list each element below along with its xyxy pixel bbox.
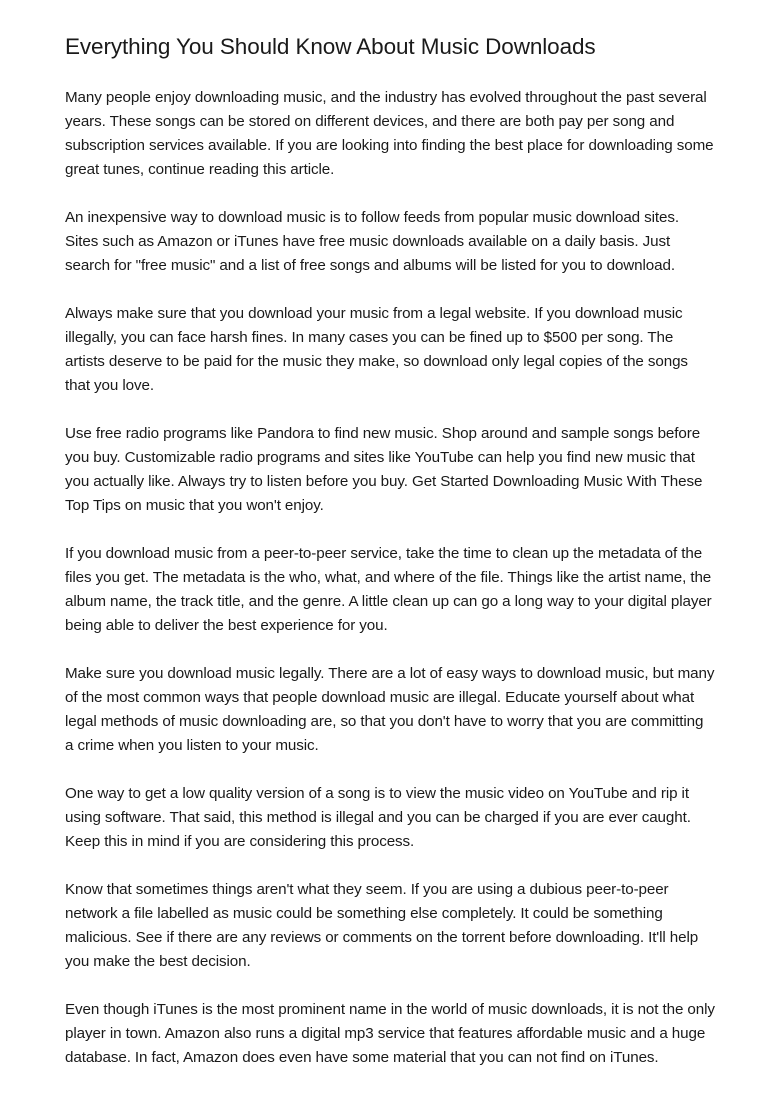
paragraph-youtube: One way to get a low quality version of a song is to view the music video on YouTube and rip it using software. That said, this method is illegal and you can be charged if you are ever caught. Keep this in mind if you are considering this process. bbox=[65, 785, 691, 850]
document-page bbox=[65, 30, 715, 1094]
paragraph-radio-programs: Use free radio programs like Pandora to find new music. Shop around and sample songs before you buy. Customizable radio programs and sites like YouTube can help you find new music that you actually like. Always try to listen before you buy. Get Started Downloading Music With These Top Tips on music that you won't enjoy. bbox=[65, 425, 703, 514]
paragraph-legal-website: Always make sure that you download your music from a legal website. If you download music illegally, you can face harsh fines. In many cases you can be fined up to $500 per song. The artists deserve to be paid for the music they make, so download only legal copies of the songs that you love. bbox=[65, 305, 688, 394]
paragraph-feeds: An inexpensive way to download music is to follow feeds from popular music download sites. Sites such as Amazon or iTunes have free music downloads available on a daily basis. Just search for "free music" and a list of free songs and albums will be listed for you to download. bbox=[65, 209, 679, 274]
paragraph-download-legally: Make sure you download music legally. There are a lot of easy ways to download music, but many of the most common ways that people download music are illegal. Educate yourself about what legal methods of music downloading are, so that you don't have to worry that you are committing a crime when you listen to your music. bbox=[65, 665, 715, 754]
paragraph-itunes-amazon: Even though iTunes is the most prominent name in the world of music downloads, it is not the only player in town. Amazon also runs a digital mp3 service that features affordable music and a huge database. In fact, Amazon does even have some material that you can not find on iTunes. bbox=[65, 1001, 715, 1066]
paragraph-metadata: If you download music from a peer-to-peer service, take the time to clean up the metadata of the files you get. The metadata is the who, what, and where of the file. Things like the artist name, the album name, the track title, and the genre. A little clean up can go a long way to your digital player being able to deliver the best experience for you. bbox=[65, 545, 712, 634]
paragraph-dubious-files: Know that sometimes things aren't what they seem. If you are using a dubious peer-to-peer network a file labelled as music could be something else completely. It could be something malicious. See if there are any reviews or comments on the torrent before downloading. It'll help you make the best decision. bbox=[65, 881, 699, 970]
document-title: Everything You Should Know About Music Downloads bbox=[65, 34, 596, 59]
paragraph-intro: Many people enjoy downloading music, and the industry has evolved throughout the past several years. These songs can be stored on different devices, and there are both pay per song and subscription services available. If you are looking into finding the best place for downloading some great tunes, continue reading this article. bbox=[65, 89, 714, 178]
